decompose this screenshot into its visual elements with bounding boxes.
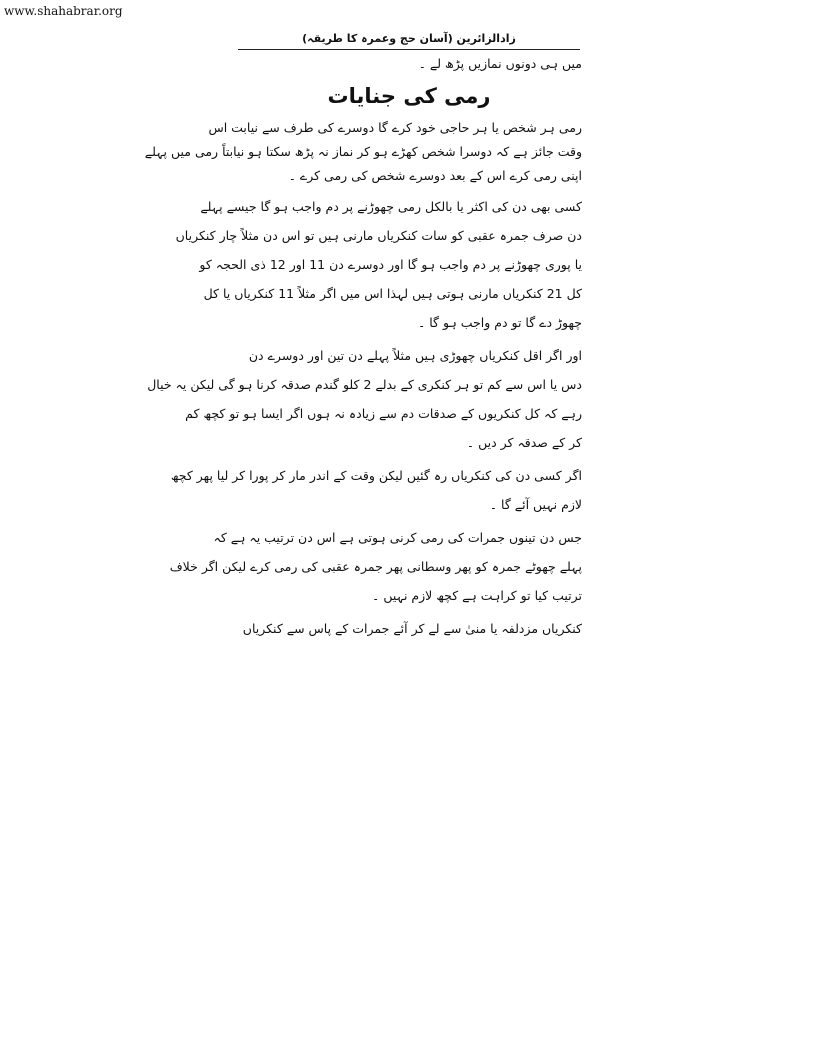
paragraph-2	[175, 192, 582, 337]
paragraph-line: کل 21 کنکریاں مارنی ہوتی ہیں لہذا اس میں اگر مثلاً 11 کنکریاں یا کل	[203, 286, 582, 301]
paragraph-line: رمی ہر شخص یا ہر حاجی خود کرے گا دوسرے کی طرف سے نیابت اس	[208, 120, 582, 135]
intro-line: میں ہی دونوں نمازیں پڑھ لے ۔	[418, 56, 582, 71]
paragraph-line: جس دن تینوں جمرات کی رمی کرنی ہوتی ہے اس دن ترتیب یہ ہے کہ	[213, 530, 582, 545]
paragraph-line: دس یا اس سے کم تو ہر کنکری کے بدلے 2 کلو گندم صدقہ کرنا ہو گی لیکن یہ خیال	[147, 377, 582, 392]
paragraph-line: ترتیب کیا تو کراہت ہے کچھ لازم نہیں ۔	[372, 588, 582, 603]
paragraph-4	[170, 461, 582, 519]
paragraph-line: وقت جائز ہے کہ دوسرا شخص کھڑے ہو کر نماز نہ پڑھ سکتا ہو نیابتاً رمی میں پہلے	[144, 144, 582, 159]
paragraph-line: اگر کسی دن کی کنکریاں رہ گئیں لیکن وقت کے اندر مار کر پورا کر لیا پھر کچھ	[170, 468, 582, 483]
paragraph-5	[169, 523, 582, 610]
paragraph-1	[144, 116, 582, 188]
paragraph-line: اور اگر اقل کنکریاں چھوڑی ہیں مثلاً پہلے دن تین اور دوسرے دن	[248, 348, 582, 363]
section-title: رمی کی جنایات	[327, 84, 491, 108]
paragraph-line: کسی بھی دن کی اکثر یا بالکل رمی چھوڑنے پر دم واجب ہو گا جیسے پہلے	[200, 199, 582, 214]
paragraph-6	[236, 614, 582, 643]
paragraph-3	[147, 341, 582, 457]
paragraph-line: اپنی رمی کرے اس کے بعد دوسرے شخص کی رمی کرے ۔	[288, 168, 582, 183]
paragraph-line: پہلے چھوٹے جمرہ کو پھر وسطانی پھر جمرہ عقبی کی رمی کرے لیکن اگر خلاف	[169, 559, 582, 574]
page-header: زادالزائرین (آسان حج وعمرہ کا طریقہ)	[302, 32, 516, 45]
header-divider	[238, 49, 580, 50]
paragraph-line: دن صرف جمرہ عقبی کو سات کنکریاں مارنی ہیں تو اس دن مثلاً چار کنکریاں	[175, 228, 582, 243]
site-url: www.shahabrar.org	[4, 4, 123, 18]
paragraph-line: رہے کہ کل کنکریوں کے صدقات دم سے زیادہ نہ ہوں اگر ایسا ہو تو کچھ کم	[185, 406, 582, 421]
paragraph-line: کنکریاں مزدلفہ یا منیٰ سے لے کر آئے جمرات کے پاس سے کنکریاں	[242, 621, 582, 636]
paragraph-line: چھوڑ دے گا تو دم واجب ہو گا ۔	[417, 315, 582, 330]
paragraph-line: لازم نہیں آئے گا ۔	[489, 497, 582, 512]
page-content	[144, 52, 582, 647]
paragraph-line: یا پوری چھوڑنے پر دم واجب ہو گا اور دوسرے دن 11 اور 12 ذی الحجہ کو	[199, 257, 582, 272]
paragraph-line: کر کے صدقہ کر دیں ۔	[466, 435, 582, 450]
